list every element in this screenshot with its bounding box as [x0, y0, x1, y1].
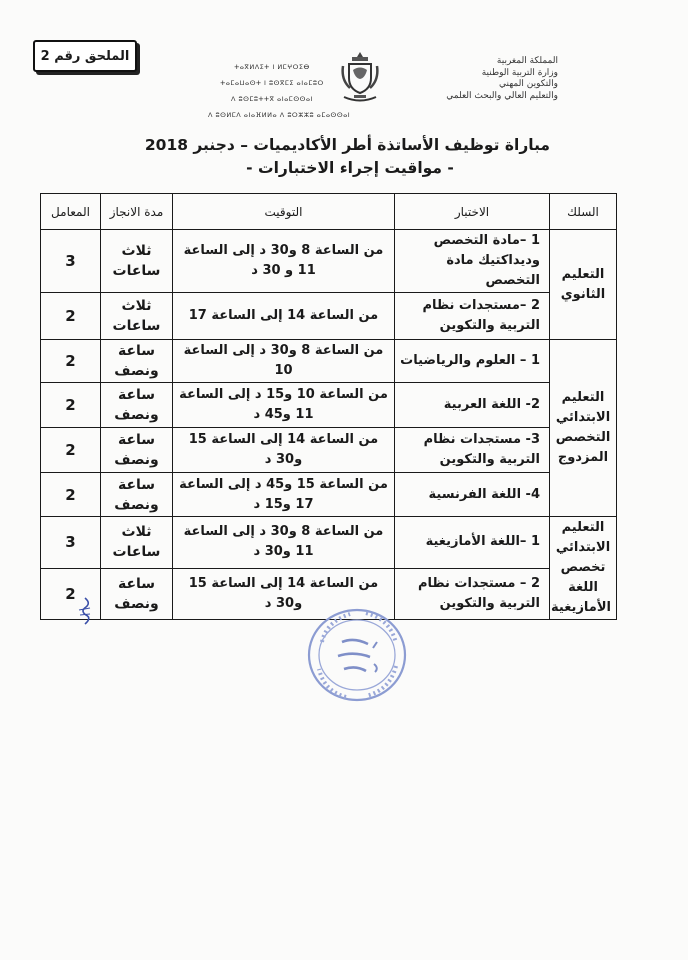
header-line: والتعليم العالي والبحث العلمي — [446, 90, 558, 101]
test-cell: 3- مستجدات نظام التربية والتكوين — [395, 428, 550, 473]
track-cell: التعليم الابتدائي التخصص المزدوج — [550, 340, 617, 517]
title-line-1: مباراة توظيف الأساتذة أطر الأكاديميات – دجنبر 2018 — [144, 136, 550, 154]
header-line: والتكوين المهني — [499, 79, 558, 89]
test-cell: 1 – العلوم والرياضيات — [395, 340, 550, 383]
official-stamp-icon — [306, 606, 408, 704]
coefficient-cell: 2 — [41, 340, 101, 383]
coat-of-arms-icon — [340, 50, 380, 104]
duration-cell: ثلاث ساعات — [101, 230, 173, 293]
header-line: ⴷ ⵓⵙⵍⵎⴷ ⴰⵏⴰⴼⵍⵍⴰ ⴷ ⵓⵔⵣⵣⵓ ⴰⵎⴰⵙⵙⴰⵏ — [208, 111, 351, 119]
time-cell: من الساعة 8 و30 د إلى الساعة 11 و 30 د — [173, 230, 395, 293]
coefficient-cell: 2 — [41, 473, 101, 517]
annex-label: الملحق رقم 2 — [33, 40, 137, 72]
coefficient-cell: 3 — [41, 230, 101, 293]
coefficient-cell: 2 — [41, 428, 101, 473]
duration-cell: ساعة ونصف — [101, 340, 173, 383]
header-line: ⴷ ⵓⵙⵎⵓⵜⵜⴳ ⴰⵏⴰⵎⵙⵙⴰⵏ — [230, 95, 314, 103]
track-cell: التعليم الابتدائي تخصص اللغة الأمازيغية — [550, 517, 617, 620]
test-cell: 2 – مستجدات نظام التربية والتكوين — [395, 568, 550, 620]
ministry-header-tifinagh — [208, 59, 351, 123]
duration-cell: ساعة ونصف — [101, 568, 173, 620]
time-cell: من الساعة 15 و45 د إلى الساعة 17 و15 د — [173, 473, 395, 517]
header-line: ⵜⴰⴳⵍⴷⵉⵜ ⵏ ⵍⵎⵖⵔⵉⴱ — [234, 63, 310, 71]
test-cell: 2 –مستجدات نظام التربية والتكوين — [395, 293, 550, 340]
exam-schedule-table — [40, 193, 617, 620]
header-line: وزارة التربية الوطنية — [481, 67, 558, 78]
table-row — [41, 383, 617, 428]
table-row — [41, 428, 617, 473]
test-cell: 4- اللغة الفرنسية — [395, 473, 550, 517]
header-line: ⵜⴰⵎⴰⵡⴰⵙⵜ ⵏ ⵓⵙⴳⵎⵉ ⴰⵏⴰⵎⵓⵔ — [220, 79, 324, 87]
header-test: الاختبار — [395, 194, 550, 230]
time-cell: من الساعة 8 و30 د إلى الساعة 11 و30 د — [173, 517, 395, 569]
table-header-row — [41, 194, 617, 230]
signature-mark-icon — [76, 597, 94, 625]
time-cell: من الساعة 14 إلى الساعة 15 و30 د — [173, 568, 395, 620]
test-cell: 1 –مادة التخصص وديداكتيك مادة التخصص — [395, 230, 550, 293]
header-coefficient: المعامل — [41, 194, 101, 230]
table-row — [41, 293, 617, 340]
duration-cell: ثلاث ساعات — [101, 517, 173, 569]
track-cell: التعليم الثانوي — [550, 230, 617, 340]
header-line: المملكة المغربية — [496, 56, 558, 66]
duration-cell: ساعة ونصف — [101, 473, 173, 517]
duration-cell: ساعة ونصف — [101, 428, 173, 473]
test-cell: 2- اللغة العربية — [395, 383, 550, 428]
test-cell: 1 –اللغة الأمازيغية — [395, 517, 550, 569]
coefficient-cell: 2 — [41, 568, 101, 620]
duration-cell: ثلاث ساعات — [101, 293, 173, 340]
table-row — [41, 340, 617, 383]
coefficient-cell: 3 — [41, 517, 101, 569]
table-row — [41, 230, 617, 293]
time-cell: من الساعة 8 و30 د إلى الساعة 10 — [173, 340, 395, 383]
table-row — [41, 473, 617, 517]
table-row — [41, 517, 617, 569]
header-duration: مدة الانجاز — [101, 194, 173, 230]
ministry-header-arabic — [398, 56, 558, 102]
header-track: السلك — [550, 194, 617, 230]
duration-cell: ساعة ونصف — [101, 383, 173, 428]
title-line-2: - مواقيت إجراء الاختبارات - — [246, 159, 454, 177]
time-cell: من الساعة 10 و15 د إلى الساعة 11 و45 د — [173, 383, 395, 428]
document-title — [144, 134, 550, 180]
header-time: التوقيت — [173, 194, 395, 230]
coefficient-cell: 2 — [41, 383, 101, 428]
coefficient-cell: 2 — [41, 293, 101, 340]
time-cell: من الساعة 14 إلى الساعة 17 — [173, 293, 395, 340]
time-cell: من الساعة 14 إلى الساعة 15 و30 د — [173, 428, 395, 473]
